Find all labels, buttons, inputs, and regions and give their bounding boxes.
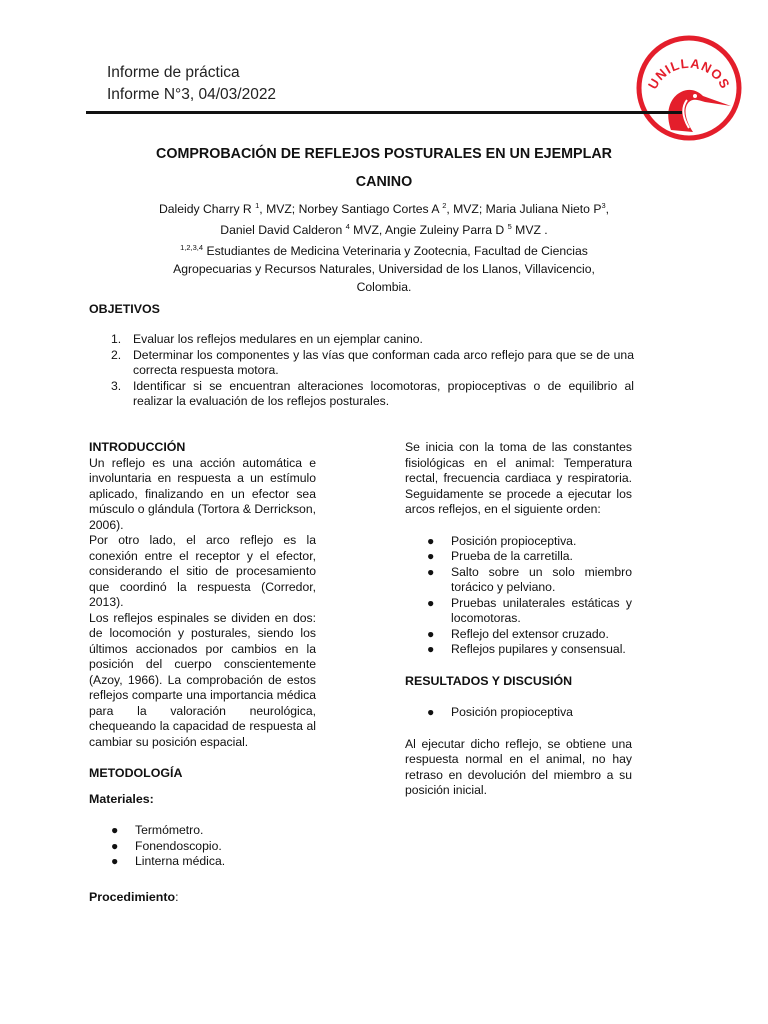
list-item: ● Termómetro. bbox=[111, 823, 204, 837]
paragraph: Se inicia con la toma de las constantes fisiológicas en el animal: Temperatura rectal, frecuencia cardiaca y respiratoria. Seguidamente se procede a ejecutar los arcos reflejos, en el siguiente orden: bbox=[405, 440, 632, 516]
paragraph: Los reflejos espinales se dividen en dos: de locomoción y posturales, siendo los últimos accionados por cambios en la posición del cuerpo conscientemente (Azoy, 1966). La comprobación de estos reflejos comparte una importancia médica para la valoración neurológica, chequeando la capacidad de respuesta al cambiar su posición espacial. bbox=[89, 610, 316, 749]
list-item: 3. Identificar si se encuentran alteraciones locomotoras, propioceptivas o de equilibrio al realizar la evaluación de los reflejos posturales. bbox=[111, 378, 634, 408]
resultados-heading: RESULTADOS Y DISCUSIÓN bbox=[405, 673, 573, 688]
list-item: ● Salto sobre un solo miembro torácico y pelviano. bbox=[427, 564, 632, 594]
metodologia-heading: METODOLOGÍA bbox=[89, 766, 183, 780]
authors-block: Daleidy Charry R $^1$, MVZ; Norbey Santiago Cortes A $^2$, MVZ; Maria Juliana Nieto $P^3$, Daniel David Calderon $^4$ MVZ, Angie Zuleiny Parra D $^5$ MVZ . $^{1,2,3,4}$ Estudiantes de Medicina Veterinaria y Zootecnia, Facultad de Ciencias Agropecuarias y Recursos Naturales, Universidad de los Llanos, Villavicencio, Colombia. bbox=[100, 197, 668, 296]
objetivos-heading: OBJETIVOS bbox=[89, 302, 160, 316]
authors-line-2: Daniel David Calderon $^4$ MVZ, Angie Zuleiny Parra D $^5$ MVZ . bbox=[220, 222, 548, 238]
document-title: COMPROBACIÓN DE REFLEJOS POSTURALES EN UN EJEMPLAR CANINO bbox=[156, 146, 612, 190]
right-column bbox=[405, 440, 632, 799]
paragraph: Un reflejo es una acción automática e involuntaria en respuesta a un estímulo aplicado, finalizando en un efector sea músculo o glándula (Tortora & Derrickson, 2006). bbox=[89, 455, 316, 532]
introduccion-heading: INTRODUCCIÓN bbox=[89, 440, 186, 454]
list-item: ● Reflejo del extensor cruzado. bbox=[427, 626, 609, 641]
list-item: ● Pruebas unilaterales estáticas y locomotoras. bbox=[427, 595, 632, 625]
left-column bbox=[89, 440, 316, 905]
document-header bbox=[107, 62, 276, 106]
resultados-list bbox=[405, 705, 632, 721]
materiales-list bbox=[89, 823, 316, 870]
materiales-heading: Materiales: bbox=[89, 791, 154, 806]
list-item: ● Fonendoscopio. bbox=[111, 838, 222, 853]
list-item: ● Reflejos pupilares y consensual. bbox=[427, 642, 626, 656]
header-divider bbox=[86, 111, 682, 114]
list-item: ● Prueba de la carretilla. bbox=[427, 549, 573, 563]
affiliation: $^{1,2,3,4}$ Estudiantes de Medicina Veterinaria y Zootecnia, Facultad de Ciencias bbox=[180, 243, 588, 259]
paragraph: Al ejecutar dicho reflejo, se obtiene una respuesta normal en el animal, no hay retraso en devolución del miembro a su posición inicial. bbox=[405, 736, 632, 797]
list-item: ● Posición propioceptiva bbox=[427, 705, 573, 719]
authors-line-1: Daleidy Charry R $^1$, MVZ; Norbey Santiago Cortes A $^2$, MVZ; Maria Juliana Nieto $P^3$, bbox=[158, 201, 610, 217]
list-item: ● Linterna médica. bbox=[111, 854, 226, 868]
paragraph: Por otro lado, el arco reflejo es la conexión entre el receptor y el efector, considerando el sitio de procesamiento que coordinó la respuesta (Corredor, 2013). bbox=[89, 533, 316, 609]
unillanos-logo bbox=[635, 34, 743, 142]
list-item: ● Posición propioceptiva. bbox=[427, 533, 577, 548]
objetivos-list bbox=[89, 332, 634, 410]
procedimiento-heading: Procedimiento: bbox=[89, 889, 179, 904]
procedure-list bbox=[405, 534, 632, 658]
logo-text: UNILLANOS bbox=[644, 55, 734, 92]
list-item: 1. Evaluar los reflejos medulares en un ejemplar canino. bbox=[111, 332, 423, 346]
list-item: 2. Determinar los componentes y las vías que conforman cada arco reflejo para que se de una correcta respuesta motora. bbox=[111, 347, 634, 377]
report-type: Informe de práctica bbox=[107, 64, 240, 81]
report-number-date: Informe N°3, 04/03/2022 bbox=[107, 86, 277, 103]
